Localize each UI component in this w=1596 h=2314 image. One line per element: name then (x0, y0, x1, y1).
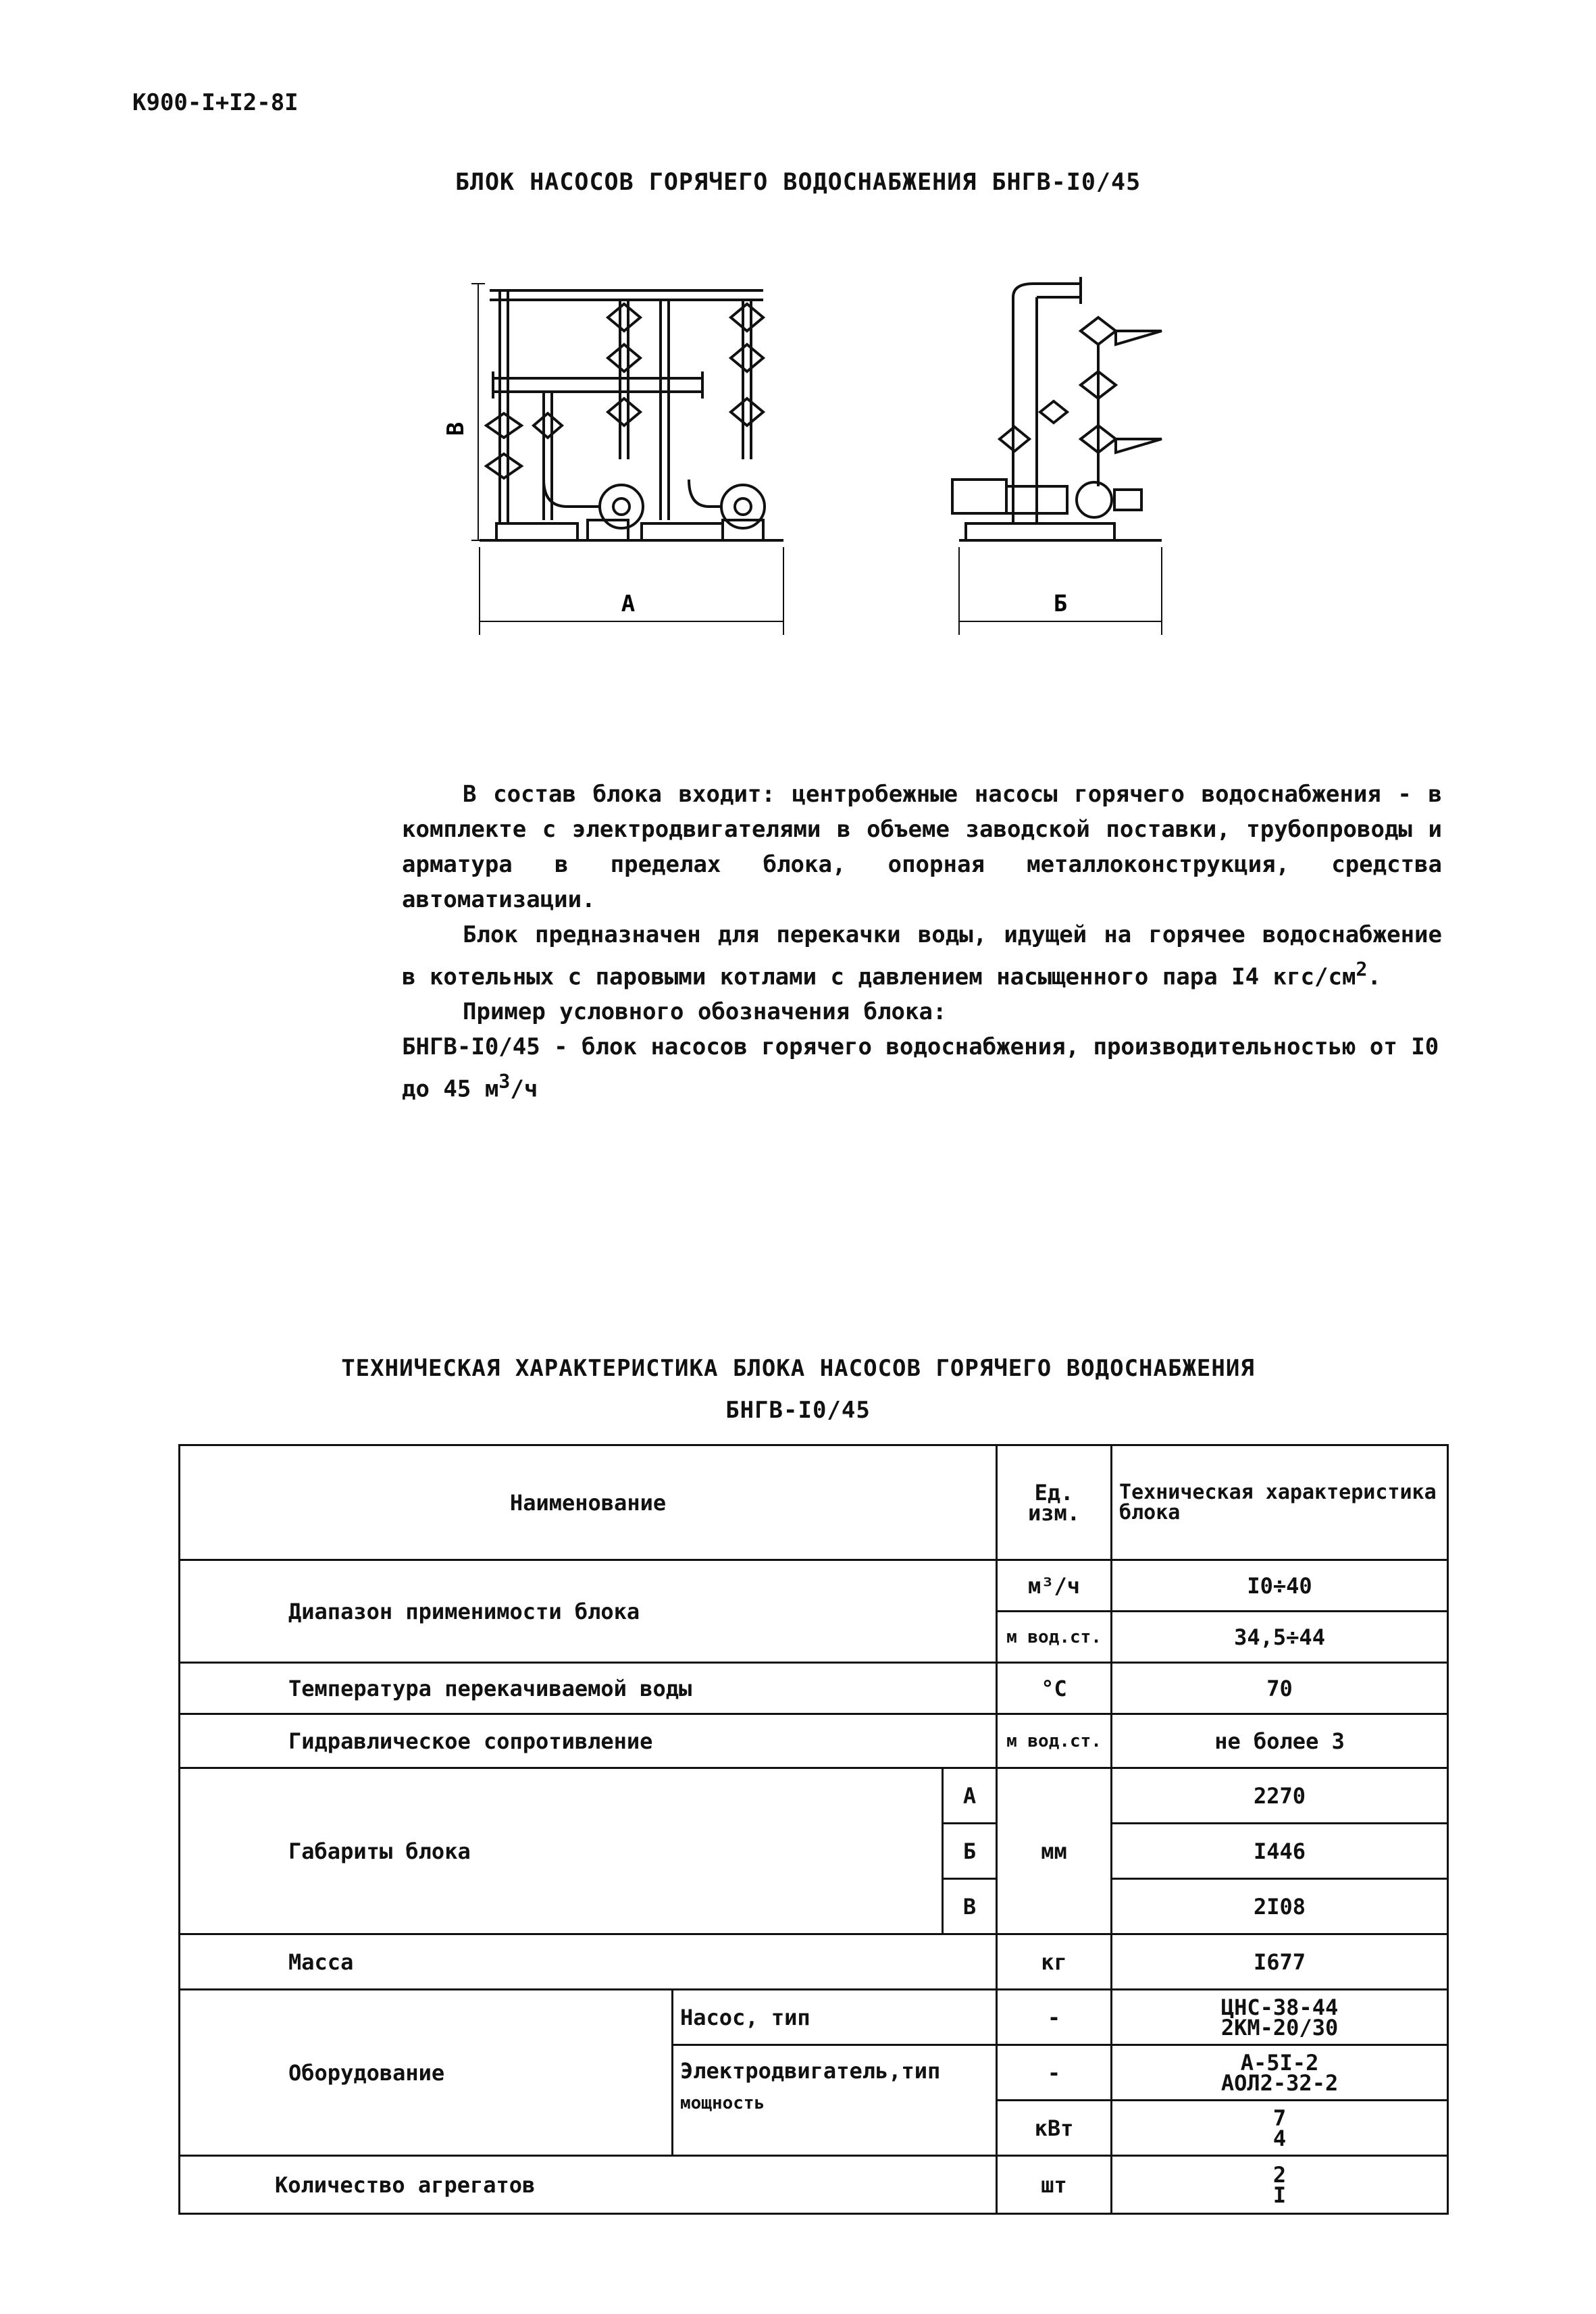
dimension-v-label: В (943, 1879, 997, 1934)
description-example-text: БНГВ-I0/45 - блок насосов горячего водоснабжения, производительностью от I0 до 45 м (402, 1033, 1439, 1103)
description-example (402, 1029, 1442, 1106)
dimensions-unit: мм (997, 1768, 1112, 1934)
description-purpose-end: . (1367, 963, 1381, 991)
dim-label-depth: Б (1053, 590, 1068, 617)
motor-power-value-2: 4 (1272, 2125, 1287, 2151)
quantity-unit: шт (997, 2156, 1112, 2214)
block-description (402, 777, 1442, 1107)
motor-power-name: мощность (680, 2093, 765, 2113)
pump-type-values (1112, 1990, 1448, 2045)
motor-type-name: Электродвигатель,тип (680, 2058, 941, 2084)
superscript-3: 3 (498, 1071, 511, 1094)
description-composition: В состав блока входит: центробежные насосы горячего водоснабжения - в комплекте с электродвигателями в объеме заводской поставки, трубопроводы и арматура в пределах блока, опорная металлоконструкция, средства автоматизации. (402, 781, 1442, 913)
range-name: Диапазон применимости блока (180, 1560, 997, 1663)
range-value-2: 34,5÷44 (1112, 1612, 1448, 1663)
table-header-row (180, 1445, 1448, 1560)
description-purpose-text: Блок предназначен для перекачки воды, идущей на горячее водоснабжение в котельных с паровыми котлами с давлением насыщенного пара I4 кгс/см (402, 921, 1442, 991)
dimension-b-value: I446 (1112, 1824, 1448, 1879)
range-unit-2: м вод.ст. (997, 1612, 1112, 1663)
mass-unit: кг (997, 1934, 1112, 1990)
table-row (180, 1768, 1448, 1824)
description-example-end: /ч (510, 1075, 538, 1103)
table-row (180, 1934, 1448, 1990)
dimension-v-value: 2I08 (1112, 1879, 1448, 1934)
pump-type-unit: - (997, 1990, 1112, 2045)
pump-type-value-1: ЦНС-38-44 (1220, 1994, 1339, 2020)
motor-power-value-1: 7 (1272, 2105, 1287, 2131)
header-unit: Ед. изм. (997, 1445, 1112, 1560)
temperature-name: Температура перекачиваемой воды (180, 1663, 997, 1714)
dim-label-width: А (621, 590, 636, 617)
dimension-a-label: А (943, 1768, 997, 1824)
temperature-value: 70 (1112, 1663, 1448, 1714)
hydraulic-unit: м вод.ст. (997, 1714, 1112, 1768)
pump-block-drawing (405, 257, 1216, 662)
header-name: Наименование (180, 1445, 997, 1560)
hydraulic-value: не более 3 (1112, 1714, 1448, 1768)
motor-type-values (1112, 2045, 1448, 2101)
motor-power-unit: кВт (997, 2101, 1112, 2156)
motor-type-value-2: АОЛ2-32-2 (1220, 2069, 1339, 2096)
pump-type-name: Насос, тип (673, 1990, 997, 2045)
header-value: Техническая характеристика блока (1112, 1445, 1448, 1560)
document-title: БЛОК НАСОСОВ ГОРЯЧЕГО ВОДОСНАБЖЕНИЯ БНГВ-I0/45 (455, 169, 1141, 196)
mass-name: Масса (180, 1934, 997, 1990)
hydraulic-name: Гидравлическое сопротивление (180, 1714, 997, 1768)
table-title-line1: ТЕХНИЧЕСКАЯ ХАРАКТЕРИСТИКА БЛОКА НАСОСОВ ГОРЯЧЕГО ВОДОСНАБЖЕНИЯ (341, 1355, 1255, 1382)
equipment-name: Оборудование (180, 1990, 673, 2156)
table-row (180, 1714, 1448, 1768)
dimensions-name: Габариты блока (180, 1768, 943, 1934)
table-title-line2: БНГВ-I0/45 (725, 1397, 871, 1424)
dim-label-height: В (442, 421, 469, 436)
mass-value: I677 (1112, 1934, 1448, 1990)
table-row (180, 1560, 1448, 1612)
quantity-value-1: 2 (1272, 2161, 1287, 2188)
quantity-values (1112, 2156, 1448, 2214)
pump-type-value-2: 2КМ-20/30 (1220, 2014, 1339, 2040)
motor-cell (673, 2045, 997, 2156)
table-title (0, 1347, 1596, 1431)
description-example-heading: Пример условного обозначения блока: (463, 998, 947, 1026)
table-row (180, 1990, 1448, 2045)
dimension-a-value: 2270 (1112, 1768, 1448, 1824)
superscript-2: 2 (1356, 958, 1368, 981)
dimension-b-label: Б (943, 1824, 997, 1879)
quantity-value-2: I (1272, 2182, 1287, 2208)
range-value-1: I0÷40 (1112, 1560, 1448, 1612)
temperature-unit: °С (997, 1663, 1112, 1714)
quantity-name: Количество агрегатов (180, 2156, 997, 2214)
table-row (180, 1663, 1448, 1714)
motor-type-unit: - (997, 2045, 1112, 2101)
technical-characteristics-table (178, 1444, 1449, 2215)
description-purpose (402, 917, 1442, 994)
document-code: К900-I+I2-8I (132, 89, 299, 116)
motor-power-values (1112, 2101, 1448, 2156)
motor-type-value-1: А-5I-2 (1240, 2049, 1319, 2076)
range-unit-1: м³/ч (997, 1560, 1112, 1612)
table-row (180, 2156, 1448, 2214)
